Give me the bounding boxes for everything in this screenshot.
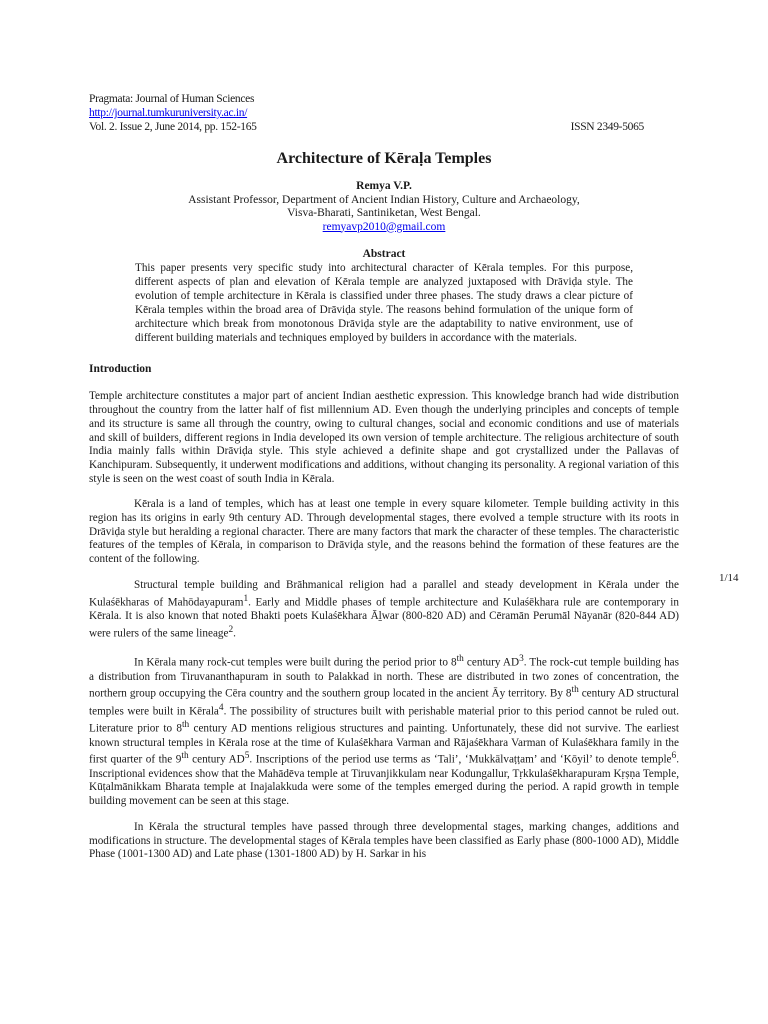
footnote-ref-2: 2 [228,624,234,635]
footnote-ref-4: 4 [218,702,224,713]
footnote-ref-3: 3 [519,654,524,665]
journal-header [89,92,679,134]
intro-paragraph-4: In Kērala many rock-cut temples were built during the period prior to 8th century $AD^3$. The rock-cut temple building has a distribution from Tiruvananthapuram in south to Palakkad in north. These are distributed in two zones of concentration, the northern group occupying the Cēra country and the southern group located in the ancient Āy territory. By 8th century AD structural temples were built in Kērala$^4$. The possibility of structures built with perishable material prior to this period cannot be ruled out. Literature prior to 8th century AD mentions religious structures and painting. Unfortunately, these did not survive. The earliest known structural temples in Kērala rose at the time of Kulaśēkhara Varman and Rājaśēkhara Varman of Kulaśēkhara family in the first quarter of the 9th century $AD^5$. Inscriptions of the period use terms as ‘Tali’, ‘Mukkālvaṭṭam’ and ‘Kōyil’ to denote temple$^6$. Inscriptional evidences show that the Mahādēva temple at Tiruvanjikkulam near Kodungallur, Tṛkkulaśēkharapuram Kṛṣṇa Temple, Kūṭalmānikkam Bharata temple at Inajalakkuda were some of the temples emerged during the period. A rapid growth in temple building movement can be seen at this stage. [89,654,679,808]
intro-paragraph-5: In Kērala the structural temples have passed through three developmental stages, marking changes, additions and modifications in structure. The developmental stages of Kērala temples have been classified as Early phase (800-1000 AD), Middle Phase (1001-1300 AD) and Late phase (1301-1800 AD) by H. Sarkar in his [89,820,679,861]
intro-paragraph-2: Kērala is a land of temples, which has at least one temple in every square kilometer. Temple building activity in this region has its origins in early 9th century AD. Through developmental stages, there evolved a temple structure with its roots in Drāviḍa style but heralding a regional character. There are many factors that mark the character of these temples. The characteristic features of the temples of Kērala, in comparison to Drāviḍa style, and the reasons behind the formation of these features are the content of the following. [89,498,679,566]
volume-info: Vol. 2. Issue 2, June 2014, pp. 152-165 [89,121,257,133]
intro-paragraph-1: Temple architecture constitutes a major part of ancient Indian aesthetic expression. This knowledge branch had wide distribution throughout the country from the latter half of fist millennium AD. Even though the underlying principles and concepts of temple and its structure is same all through the country, owing to cultural changes, social and economic conditions and use of materials and skill of builders, different regions in India developed its own version of temple architecture. The religious architecture of south India mainly falls within Drāviḍa style. This style achieved a definite shape and got crystallized under the Pallavas of Kanchipuram. Subsequently, it underwent modifications and additions, without changing its personality. A regional variation of this style is seen on the west coast of south India in Kērala. [89,390,679,485]
page-number: 1/14 [719,572,739,584]
author-affiliation-2: Visva-Bharati, Santiniketan, West Bengal. [287,207,481,219]
paper-title: Architecture of Kēraḷa Temples [276,150,492,167]
issn: ISSN 2349-5065 [570,121,644,133]
journal-url-link[interactable]: http://journal.tumkuruniversity.ac.in/ [89,107,248,119]
author-email-link[interactable]: remyavp2010@gmail.com [322,220,446,233]
paper-page [89,92,679,874]
author-affiliation-1: Assistant Professor, Department of Ancient Indian History, Culture and Archaeology, [188,193,580,206]
author-name: Remya V.P. [356,180,412,192]
footnote-ref-5: 5 [244,751,250,762]
abstract-text: This paper presents very specific study into architectural character of Kērala temples. For this purpose, different aspects of plan and elevation of Kērala temple are analyzed juxtaposed with Drāviḍa style. The evolution of temple architecture in Kērala is classified under three phases. The study draws a clear picture of Kērala temples within the broad area of Drāviḍa style. The reasons behind formulation of the unique form of architecture which break from monotonous Drāviḍa style are the adaptability to native environment, use of different building materials and techniques employed by builders in accordance with the materials. [135,262,633,344]
footnote-ref-1: 1 [243,593,249,604]
introduction-heading: Introduction [89,363,152,376]
footnote-ref-6: 6 [671,751,677,762]
intro-paragraph-3: Structural temple building and Brāhmanical religion had a parallel and steady development in Kērala under the Kulaśēkharas of Mahōdayapuram$^1$. Early and Middle phases of temple architecture and Kulaśēkhara rule are contemporary in Kērala. It is also known that noted Bhakti poets Kulaśēkhara Āḻwar (800-820 AD) and Cēramān Perumāl Nāyanār (820-844 AD) were rulers of the same lineage$^2$. [89,578,679,640]
journal-name: Pragmata: Journal of Human Sciences [89,93,255,105]
abstract-heading: Abstract [362,248,406,260]
